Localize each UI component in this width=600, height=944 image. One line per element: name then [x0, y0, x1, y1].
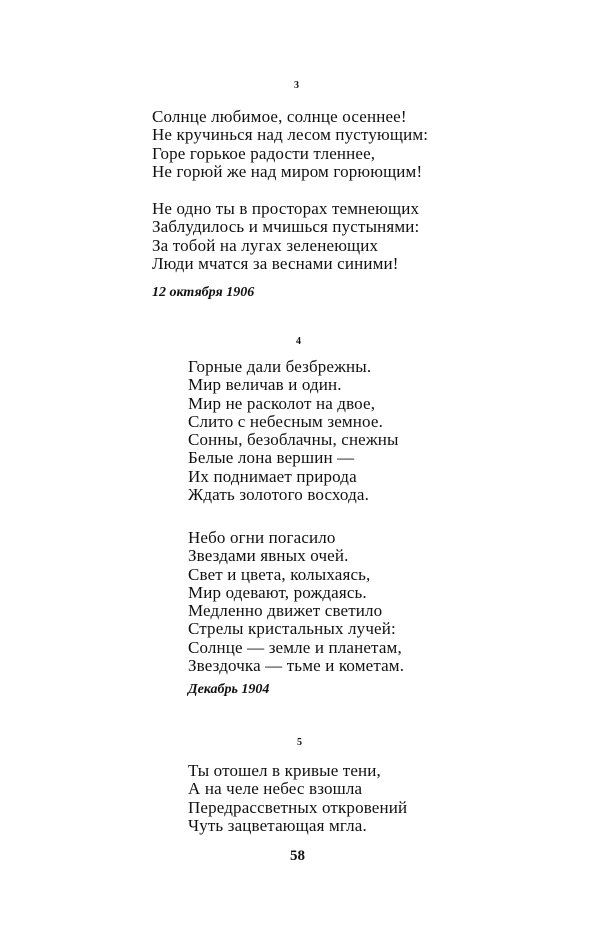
- verse-line: А на челе небес взошла: [188, 779, 363, 799]
- verse-line: Солнце — земле и планетам,: [188, 637, 402, 657]
- verse-line: Свет и цвета, колыхаясь,: [188, 564, 371, 584]
- verse-line: Звездами явных очей.: [188, 546, 349, 566]
- verse-line: Слито с небесным земное.: [188, 411, 383, 431]
- stanza: [188, 358, 399, 504]
- verse-line: Горе горькое радости тленнее,: [152, 143, 376, 163]
- verse-line: Не горюй же над миром горюющим!: [152, 161, 423, 181]
- poem-number: 3: [294, 80, 299, 91]
- page-number: 58: [290, 848, 305, 864]
- verse-line: Передрассветных откровений: [188, 797, 408, 817]
- verse-line: Ты отошел в кривые тени,: [188, 761, 381, 780]
- verse-line: Горные дали безбрежны.: [188, 357, 372, 376]
- verse-line: Не кручинься над лесом пустующим:: [152, 125, 429, 145]
- verse-line: Не одно ты в просторах темнеющих: [152, 199, 420, 218]
- verse-line: Люди мчатся за веснами синими!: [152, 253, 399, 273]
- verse-line: Медленно движет светило: [188, 601, 383, 621]
- poem-date: Декабрь 1904: [188, 682, 270, 697]
- stanza: [188, 762, 407, 835]
- verse-line: Мир величав и один.: [188, 375, 342, 395]
- stanza: [152, 200, 419, 273]
- verse-line: Мир не расколот на двое,: [188, 393, 376, 413]
- verse-line: Заблудилось и мчишься пустынями:: [152, 217, 420, 237]
- poem-date: 12 октября 1906: [152, 285, 255, 300]
- poem-number: 5: [297, 737, 302, 748]
- verse-line: Мир одевают, рождаясь.: [188, 582, 367, 602]
- verse-line: Сонны, безоблачны, снежны: [188, 430, 399, 450]
- poem-number: 4: [296, 336, 301, 347]
- verse-line: Ждать золотого восхода.: [188, 485, 369, 505]
- verse-line: Их поднимает природа: [188, 466, 357, 486]
- verse-line: Солнце любимое, солнце осеннее!: [152, 107, 407, 126]
- stanza: [152, 108, 428, 181]
- verse-line: Небо огни погасило: [188, 528, 336, 547]
- verse-line: Стрелы кристальных лучей:: [188, 619, 396, 639]
- stanza: [188, 529, 404, 675]
- verse-line: Звездочка — тьме и кометам.: [188, 656, 405, 676]
- verse-line: Белые лона вершин —: [188, 448, 355, 468]
- verse-line: За тобой на лугах зеленеющих: [152, 235, 379, 255]
- verse-line: Чуть зацветающая мгла.: [188, 815, 367, 835]
